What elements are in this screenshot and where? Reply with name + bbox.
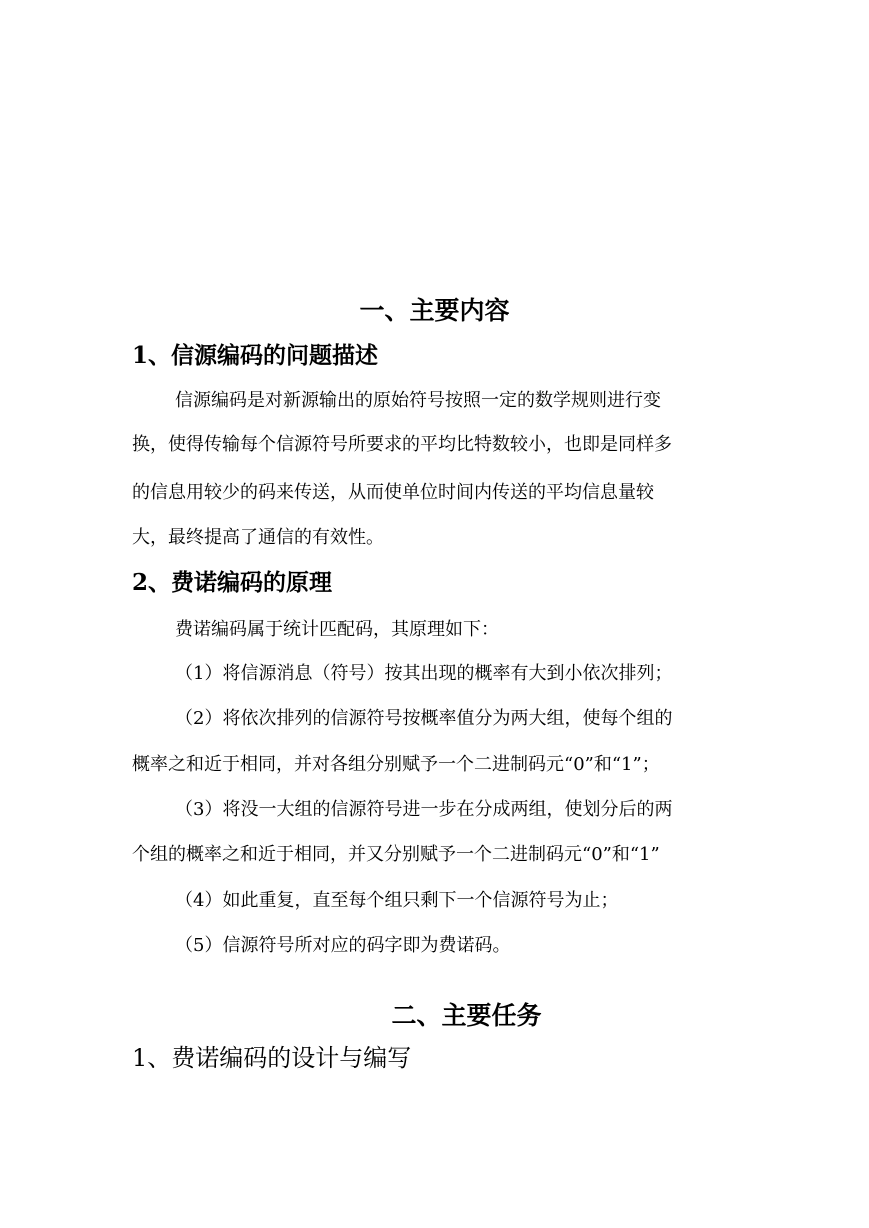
- section-title-main-content: 一、主要内容: [359, 296, 510, 325]
- paragraph-line: 费诺编码属于统计匹配码，其原理如下：: [175, 619, 499, 640]
- list-item: （2）将依次排列的信源符号按概率值分为两大组，使每个组的: [175, 708, 673, 729]
- heading-fano-coding-principle: 2、费诺编码的原理: [132, 569, 333, 596]
- list-item: （4）如此重复，直至每个组只剩下一个信源符号为止；: [175, 890, 619, 911]
- heading-fano-design: 1、费诺编码的设计与编写: [132, 1044, 412, 1072]
- paragraph-line: 信源编码是对新源输出的原始符号按照一定的数学规则进行变: [175, 390, 661, 411]
- list-item-continuation: 个组的概率之和近于相同，并又分别赋予一个二进制码元“0”和“1”: [132, 844, 660, 865]
- list-item-continuation: 概率之和近于相同，并对各组分别赋予一个二进制码元“0”和“1”；: [132, 754, 660, 775]
- paragraph-line: 换，使得传输每个信源符号所要求的平均比特数较小，也即是同样多: [132, 434, 672, 455]
- heading-source-coding-problem: 1、信源编码的问题描述: [132, 342, 379, 369]
- list-item: （3）将没一大组的信源符号进一步在分成两组，使划分后的两: [175, 799, 673, 820]
- list-item: （1）将信源消息（符号）按其出现的概率有大到小依次排列；: [175, 663, 673, 684]
- paragraph-line: 大，最终提高了通信的有效性。: [132, 527, 384, 548]
- list-item: （5）信源符号所对应的码字即为费诺码。: [175, 935, 511, 956]
- paragraph-line: 的信息用较少的码来传送，从而使单位时间内传送的平均信息量较: [132, 482, 654, 503]
- section-title-main-tasks: 二、主要任务: [391, 1001, 542, 1030]
